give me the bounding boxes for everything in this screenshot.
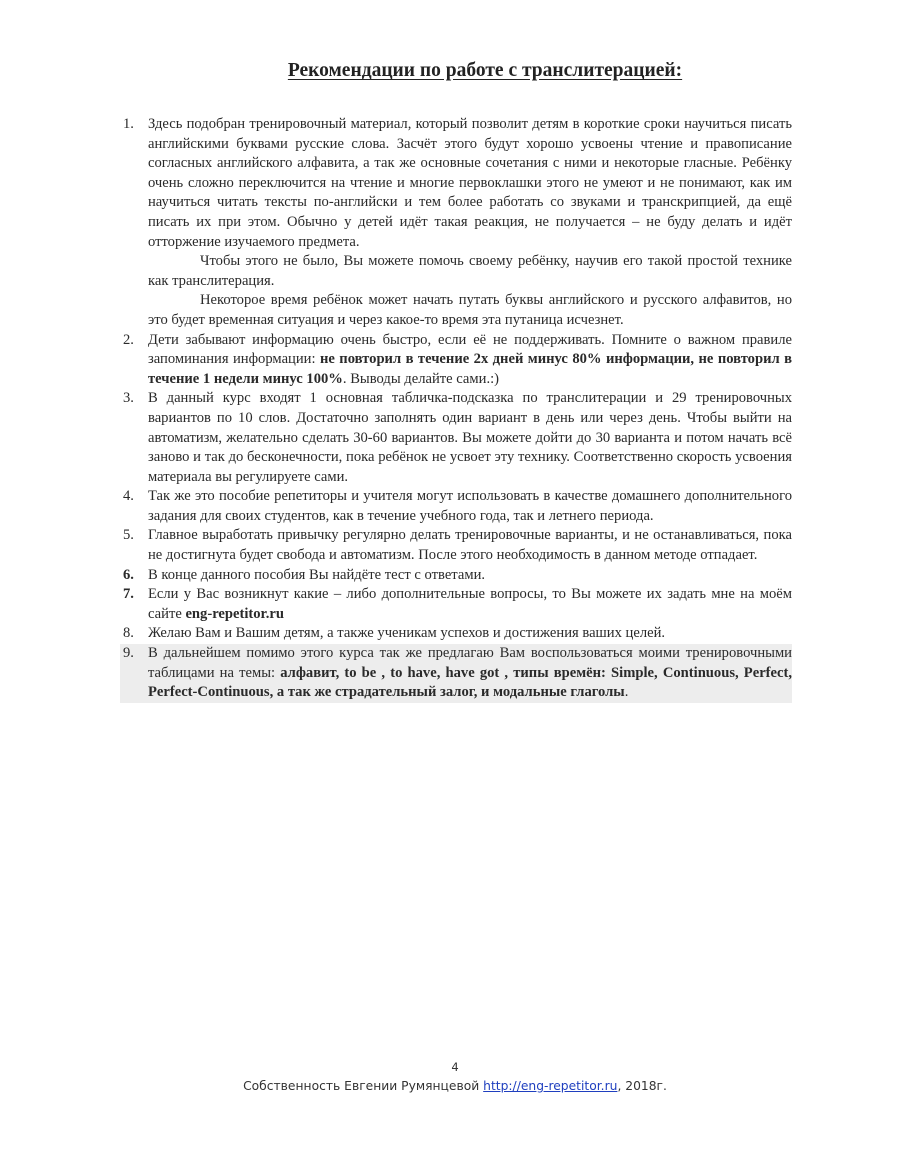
- item-paragraph: [148, 585, 792, 624]
- page-number: 4: [451, 1060, 459, 1074]
- footer-link[interactable]: http://eng-repetitor.ru: [483, 1079, 618, 1093]
- credit-year: , 2018г.: [617, 1079, 667, 1093]
- item-text: . Выводы делайте сами.:): [342, 370, 500, 387]
- item-paragraph: Чтобы этого не было, Вы можете помочь своему ребёнку, научив его такой простой технике как транслитерация.: [148, 253, 792, 289]
- item-number: 3.: [123, 390, 134, 407]
- list-item-6: [120, 566, 792, 586]
- list-item-8: [120, 624, 792, 644]
- item-bold-text: алфавит, to be , to have, have got , типы времён: Simple, Continuous, Perfect, Perfect-Continuous, а так же страдательный залог, и модальные глаголы: [148, 664, 793, 701]
- item-text: В дальнейшем помимо этого курса так же предлагаю Вам воспользоваться моими тренировочными таблицами на темы:: [148, 645, 792, 681]
- item-paragraph: Желаю Вам и Вашим детям, а также ученикам успехов и достижения ваших целей.: [148, 625, 666, 642]
- list-item-7: [120, 585, 792, 624]
- item-number: 6.: [123, 566, 134, 583]
- item-paragraph: В конце данного пособия Вы найдёте тест с ответами.: [148, 566, 486, 583]
- item-paragraph: В данный курс входят 1 основная табличка-подсказка по транслитерации и 29 тренировочных вариантов по 10 слов. Достаточно заполнять один вариант в день или через день. Чтобы выйти на автоматизм, желательно сделать 30-60 вариантов. Вы можете дойти до 30 варианта и потом начать всё заново и так до бесконечности, пока ребёнок не усвоет эту технику. Соответственно скорость усвоения материала вы регулируете сами.: [148, 390, 792, 485]
- item-paragraph: Так же это пособие репетиторы и учителя могут использовать в качестве домашнего дополнительного задания для своих студентов, как в течение учебного года, так и летнего периода.: [148, 488, 792, 524]
- site-link-text: eng-repetitor.ru: [185, 605, 284, 622]
- item-number: 4.: [123, 488, 134, 505]
- list-item-9: [120, 644, 792, 703]
- item-bold-text: не повторил в течение 2х дней минус 80% информации, не повторил в течение 1 недели минус 100%: [148, 351, 792, 387]
- item-text: .: [624, 684, 629, 701]
- item-text: Если у Вас возникнут какие – либо дополнительные вопросы, то Вы можете их задать мне на моём сайте: [148, 586, 792, 622]
- item-paragraph: Здесь подобран тренировочный материал, который позволит детям в короткие сроки научиться писать английскими буквами русские слова. Засчёт этого будут хорошо усвоены чтение и правописание согласных английского алфавита, а так же основные сочетания с ними и некоторые гласные. Ребёнку очень сложно переключится на чтение и многие первоклашки этого не умеют и не понимают, как им научиться читать тексты по-английски и тем более работать со звуками и транскрипцией, да ещё писать их при этом. Обычно у детей идёт такая реакция, не получается – не буду делать и идёт отторжение изучаемого предмета.: [148, 116, 792, 250]
- list-item-5: [120, 526, 792, 565]
- item-number: 7.: [123, 586, 134, 603]
- item-number: 5.: [123, 527, 134, 544]
- item-number: 2.: [123, 331, 134, 348]
- item-paragraph: Главное выработать привычку регулярно делать тренировочные варианты, и не останавливаться, пока не достигнута будет свобода и автоматизм. После этого необходимость в данном методе отпадает.: [148, 527, 792, 564]
- item-paragraph: [148, 331, 792, 390]
- page-title: Рекомендации по работе с транслитерацией:: [287, 60, 683, 81]
- item-paragraph: Некоторое время ребёнок может начать путать буквы английского и русского алфавитов, но это будет временная ситуация и через какое-то время эта путаница исчезнет.: [148, 292, 792, 328]
- item-text: Дети забывают информацию очень быстро, если её не поддерживать. Помните о важном правиле запоминания информации:: [148, 331, 792, 368]
- recommendations-list: [120, 115, 792, 703]
- list-item-3: [120, 389, 792, 487]
- list-item-1: [120, 115, 792, 331]
- item-number: 8.: [123, 625, 134, 642]
- list-item-2: [120, 331, 792, 390]
- credit-text: Собственность Евгении Румянцевой: [243, 1079, 484, 1093]
- item-paragraph: [148, 644, 792, 703]
- footer-credit: [0, 1079, 910, 1093]
- item-number: 1.: [123, 116, 134, 132]
- list-item-4: [120, 487, 792, 526]
- item-number: 9.: [123, 645, 134, 662]
